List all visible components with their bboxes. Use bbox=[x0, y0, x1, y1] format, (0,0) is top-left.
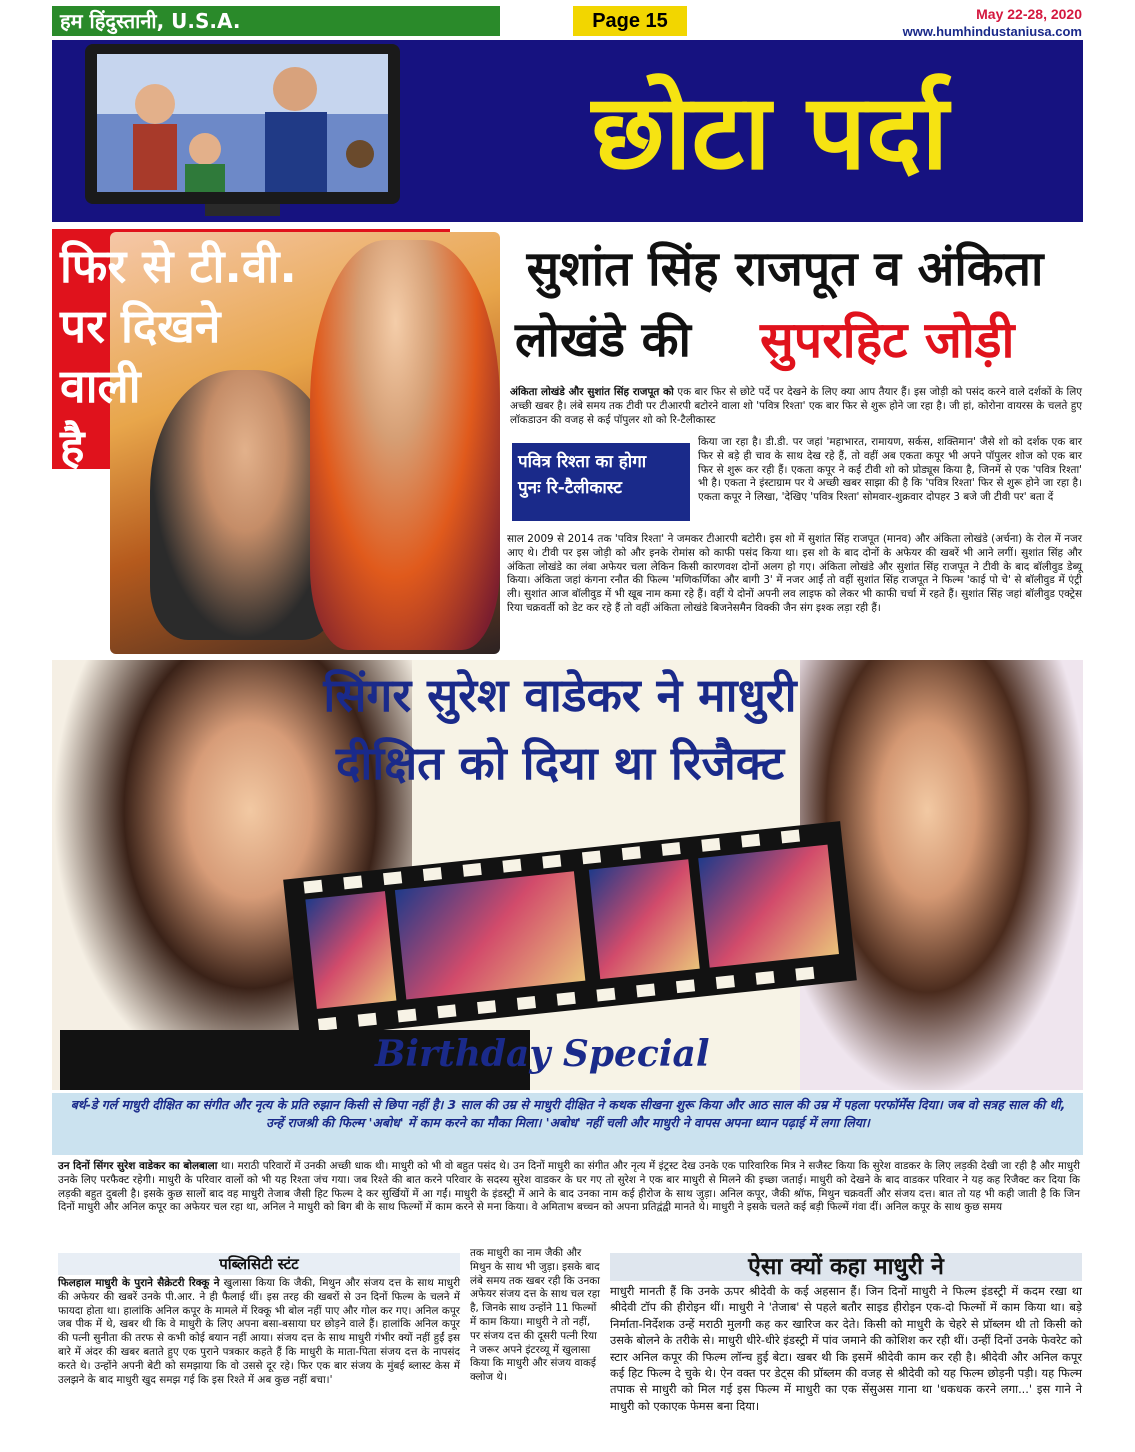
film-perforation bbox=[517, 996, 536, 1010]
issue-date: May 22-28, 2020 bbox=[976, 6, 1082, 22]
film-perforation bbox=[557, 992, 576, 1006]
film-perforation bbox=[502, 859, 521, 873]
film-frame-photo bbox=[395, 871, 586, 999]
article-1-right-column: किया जा रहा है। डी.डी. पर जहां 'महाभारत, रामायण, सर्कस, शक्तिमान' जैसे शो को दर्शक एक बार फिर से बड़े ही चाव के साथ देख रहे हैं, तो वहीं अब एकता कपूर भी अपने पॉपुलर शोज को एक बार फिर से शुरू कर रही हैं। एकता कपूर ने कई टीवी शो को प्रोड्यूस किया है, जिनमें से एक 'पवित्र रिश्ता' भी है। एकता ने इंस्टाग्राम पर ये अच्छी खबर साझा की है कि 'पवित्र रिश्ता' फिर से शुरू होने जा रहा है। एकता कपूर ने लिखा, 'देखिए 'पवित्र रिश्ता' सोमवार-शुक्रवार दोपहर 3 बजे जी टीवी पर' बता दें bbox=[698, 436, 1082, 504]
film-frame-photo bbox=[698, 845, 839, 968]
story-2-intro: बर्थ-डे गर्ल माधुरी दीक्षित का संगीत और नृत्य के प्रति रुझान किसी से छिपा नहीं है। 3 साल की उम्र से माधुरी दीक्षित ने कथक सीखना शुरू किया और आठ साल की उम्र में पहला परफॉर्मेंस दिया। जब वो सत्रह साल की थी, उन्हें राजश्री की फिल्म 'अबोध' में काम करने का मौका मिला। 'अबोध' नहीं चली और माधुरी ने वापस अपना ध्यान पढ़ाई में लगा लिया। bbox=[70, 1097, 1066, 1130]
callout-line: है bbox=[60, 419, 85, 473]
subhead-line: पुनः रि-टैलीकास्ट bbox=[518, 478, 622, 498]
publication-name: हम हिंदुस्तानी, U.S.A. bbox=[60, 9, 241, 33]
film-perforation bbox=[676, 979, 695, 993]
film-perforation bbox=[318, 1017, 337, 1031]
film-perforation bbox=[423, 867, 442, 881]
film-perforation bbox=[343, 876, 362, 890]
why-madhuri-body: माधुरी मानती हैं कि उनके ऊपर श्रीदेवी के कई अहसान हैं। जिन दिनों माधुरी ने फिल्म इंडस्ट्री में कदम रखा था श्रीदेवी टॉप की हीरोइन थीं। माधुरी ने 'तेजाब' से पहले बतौर साइड हीरोइन एक-दो फिल्मों में काम किया था। बड़े निर्माता-निर्देशक उन्हें मराठी मुलगी कह कर खारिज कर देते। किसी को माधुरी के चेहरे से प्रॉब्लम थी तो किसी को उसके बोलने के तरीके से। माधुरी धीरे-धीरे इंडस्ट्री में पांव जमाने की कोशिश कर रही थीं। उन्हीं दिनों उनके फेवरेट को स्टार अनिल कपूर की फिल्म लॉन्च हुई बेटा। खबर थी कि इसमें श्रीदेवी काम कर रही है। श्रीदेवी और अनिल कपूर कई हिट फिल्म दे चुके थे। ऐन वक्त पर डेट्स की प्रॉब्लम की वजह से श्रीदेवी को यह फिल्म छोड़नी पड़ी। यह फिल्म तपाक से माधुरी को मिल गई इस फिल्म में माधुरी का एक सेंसुअस गाना था 'धकधक करने लगा...' इस गाने ने माधुरी को एकाएक फेमस बना दिया। bbox=[610, 1284, 1082, 1413]
film-perforation bbox=[542, 855, 561, 869]
headline-2-line-2: दीक्षित को दिया था रिजैक्ट bbox=[335, 736, 785, 790]
callout-line: फिर से टी.वी. bbox=[60, 239, 297, 293]
callout-line: पर दिखने bbox=[60, 299, 221, 353]
article-1-text: एक बार फिर से छोटे पर्दे पर देखने के लिए क्या आप तैयार हैं। इस जोड़ी को पसंद करने वाले दर्शकों के लिए अच्छी खबर है। लंबे समय तक टीवी पर टीआरपी बटोरने वाला शो 'पवित्र रिश्ता' एक बार फिर से शुरू होने जा रहा है। जी हां, कोरोना वायरस के चलते हुए लॉकडाउन की वजह से कई पॉपुलर शो को रि-टैलीकास्ट bbox=[510, 386, 1083, 426]
story-2-lead: उन दिनों सिंगर सुरेश वाडेकर का बोलबाला bbox=[58, 1160, 218, 1172]
subhead-box bbox=[512, 443, 690, 521]
story-2-middle-column: तक माधुरी का नाम जैकी और मिथुन के साथ भी जुड़ा। इसके बाद लंबे समय तक खबर रही कि उनका अफेयर संजय दत्त के साथ चल रहा है, जिनके साथ उन्होंने 11 फिल्मों में काम किया। माधुरी ने तो नहीं, पर संजय दत्त की दूसरी पत्नी रिया ने जरूर अपने इंटरव्यू में खुलासा किया कि माधुरी और संजय वाकई क्लोज थे। bbox=[470, 1247, 600, 1384]
film-perforation bbox=[303, 880, 322, 894]
film-frame-photo bbox=[305, 891, 396, 1009]
film-perforation bbox=[741, 834, 760, 848]
callout-line: वाली bbox=[60, 359, 141, 413]
story-2-text: था। मराठी परिवारों में उनकी अच्छी धाक थी। माधुरी को भी वो बहुत पसंद थे। उन दिनों माधुरी का संगीत और नृत्य में इंट्रस्ट देख उनके एक पारिवारिक मित्र ने सजैस्ट किया कि सुरेश वाडकर के लिए लड़की देखी जा रही है और माधुरी उनके लिए परफैक्ट रहेगी। माधुरी के परिवार वालों को भी यह रिश्ता जंच गया। जब रिश्ते की बात करने परिवार के सदस्य सुरेश वाडकर के घर गए तो सुरेश ने एक बार माधुरी से मिलने की इच्छा जताई। माधुरी को देखने के बाद वाडकर परिवार ने यह कह रिजैक्ट कर दिया कि लड़की बहुत दुबली है। इसके कुछ सालों बाद वह माधुरी तेजाब जैसी हिट फिल्म दे कर सुर्खियों में आ गईं। माधुरी के इंडस्ट्री में आने के बाद उनका नाम कई हीरोज के साथ जुड़ा। अनिल कपूर, जैकी श्रॉफ, मिथुन चक्रवर्ती और संजय दत्त। बात तो यह भी कही जाती है कि जिन दिनों माधुरी और अनिल कपूर का अफेयर चल रहा था, अनिल ने माधुरी को बिग बी के साथ फिल्मों में काम करने से मना किया। वे अमिताभ बच्चन को अपना प्रतिद्वंद्वी मानते थे। माधुरी ने इसके चलते कई बड़ी फिल्में गंवा दीं। अनिल कपूर के साथ कुछ समय bbox=[58, 1160, 1080, 1214]
article-1-lead: अंकिता लोखंडे और सुशांत सिंह राजपूत को bbox=[510, 386, 674, 398]
page-number: Page 15 bbox=[573, 6, 687, 36]
film-perforation bbox=[437, 1004, 456, 1018]
publicity-stunt-title: पब्लिसिटी स्टंट bbox=[58, 1253, 460, 1275]
website-url[interactable]: www.humhindustaniusa.com bbox=[902, 24, 1082, 39]
headline-1-line-1: सुशांत सिंह राजपूत व अंकिता bbox=[526, 241, 1044, 297]
red-callout-text bbox=[60, 236, 360, 476]
article-1-intro bbox=[510, 386, 1082, 427]
film-perforation bbox=[622, 846, 641, 860]
film-frame-photo bbox=[589, 859, 700, 979]
film-perforation bbox=[795, 967, 814, 981]
film-perforation bbox=[701, 838, 720, 852]
film-perforation bbox=[662, 842, 681, 856]
publicity-text: खुलासा किया कि जैकी, मिथुन और संजय दत्त के साथ माधुरी की अफेयर की खबरें उनके पी.आर. ने ही फैलाई थीं। इस तरह की खबरों से उन दिनों फिल्म के चलने में फायदा होता था। हालांकि अनिल कपूर के मामले में रिक्कू भी बोल नहीं पाए और गोल कर गए। अनिल कपूर जब पीक में थे, खबर थी कि वे माधुरी के लिए अपना बसा-बसाया घर छोड़ने वाले हैं। हालांकि अनिल कपूर की पत्नी सुनीता की तरफ से कभी कोई बयान नहीं आया। संजय दत्त के साथ माधुरी गंभीर क्यों नहीं हुईं इस बारे में अंदर की खबर बताते हुए एक पुराने पत्रकार कहते हैं कि माधुरी के माता-पिता संजय दत्त के नापसंद करते थे। उन्होंने अपनी बेटी को समझाया कि वो उससे दूर रहे। फिर एक बार संजय के मुंबई ब्लास्ट केस में उलझने के बाद माधुरी खुद समझ गई कि इस रिश्ते में अब कुछ नहीं बचा।' bbox=[58, 1277, 461, 1386]
film-perforation bbox=[596, 988, 615, 1002]
film-perforation bbox=[383, 871, 402, 885]
film-perforation bbox=[397, 1009, 416, 1023]
publicity-lead: फिलहाल माधुरी के पुराने सैक्रेटरी रिक्कू ने bbox=[58, 1277, 220, 1289]
headline-2-line-1: सिंगर सुरेश वाडेकर ने माधुरी bbox=[323, 668, 797, 722]
film-perforation bbox=[477, 1000, 496, 1014]
subhead-line: पवित्र रिश्ता का होगा bbox=[518, 452, 647, 472]
film-perforation bbox=[755, 971, 774, 985]
why-madhuri-title: ऐसा क्यों कहा माधुरी ने bbox=[748, 1254, 944, 1280]
film-perforation bbox=[781, 830, 800, 844]
tv-illustration bbox=[85, 44, 400, 219]
publicity-stunt-body bbox=[58, 1277, 460, 1387]
film-perforation bbox=[358, 1013, 377, 1027]
film-perforation bbox=[463, 863, 482, 877]
birthday-special-tag: Birthday Special bbox=[375, 1033, 710, 1075]
film-perforation bbox=[582, 850, 601, 864]
headline-1-highlight: सुपरहिट जोड़ी bbox=[760, 311, 1015, 369]
story-2-body bbox=[58, 1160, 1080, 1215]
section-title: छोटा पर्दा bbox=[591, 71, 949, 193]
headline-1-line-2: लोखंडे की bbox=[515, 312, 691, 368]
article-1-continued: साल 2009 से 2014 तक 'पवित्र रिश्ता' ने जमकर टीआरपी बटोरी। इस शो में सुशांत सिंह राजपूत (मानव) और अंकिता लोखंडे (अर्चना) के रोल में नजर आए थे। टीवी पर इस जोड़ी को और इनके रोमांस को काफी पसंद किया था। इस शो के बाद दोनों के अफेयर की खबरें भी आने लगीं। सुशांत सिंह और अंकिता लोखंडे का लंबा अफेयर चला लेकिन किसी कारणवश दोनों अलग हो गए। अंकिता लोखंडे और सुशांत सिंह राजपूत ने टीवी के बाद बॉलीवुड डेब्यू किया। अंकिता जहां कंगना रनौत की फिल्म 'मणिकर्णिका और बागी 3' में नजर आईं तो वहीं सुशांत सिंह राजपूत ने फिल्म 'काई पो चे' से बॉलीवुड में एंट्री ली। सुशांत आज बॉलीवुड में भी खूब नाम कमा रहे हैं। वहीं ये दोनों अपनी लव लाइफ को लेकर भी काफी चर्चा में रहते हैं। सुशांत सिंह जहां बॉलीवुड एक्ट्रेस रिया चक्रवर्ती को डेट कर रहे हैं तो वहीं अंकिता लोखंडे बिजनेसमैन विक्की जैन संग इश्क लड़ा रही हैं। bbox=[507, 533, 1082, 614]
film-perforation bbox=[636, 984, 655, 998]
film-perforation bbox=[716, 975, 735, 989]
